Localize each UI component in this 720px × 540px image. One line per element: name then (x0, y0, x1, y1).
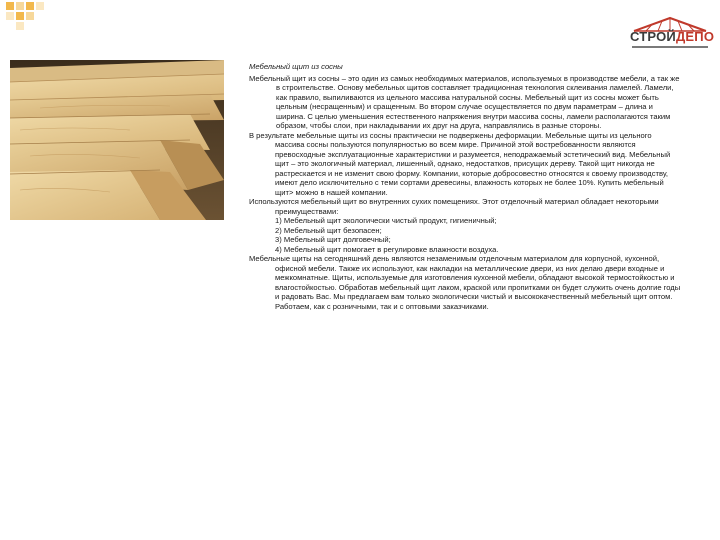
final-paragraph: Мебельные щиты на сегодняшний день являются незаменимым отделочным материалом для корпусной, кухонной, офисной мебели. Также их используют, как накладки на металлические двери, из них делаю двери входные и межкомнатные. Щиты, используемые для изготовления кухонной мебели, обладают высокой термостойкостью и влагостойкостью. Обработав мебельный щит лаком, краской или пропитками он будет служить очень долгие годы и радовать Вас. Мы предлагаем вам только экологически чистый и высококачественный мебельный щит оптом. Работаем, как с розничными, так и с оптовыми заказчиками. (249, 254, 681, 311)
advantages-list (249, 216, 681, 254)
company-logo (626, 16, 714, 50)
paragraph-1: Мебельный щит из сосны – это один из самых необходимых материалов, используемых в производстве мебели, а так же в строительстве. Основу мебельных щитов составляет традиционная технология склеивания ламелей. Ламели, как правило, выпиливаются из цельного массива натуральной сосны. Мебельный щит из сосны может быть цельным (несращенным) и сращенным. Во втором случае осуществляется по двум параметрам – длина и ширина. С целью уменьшения естественного напряжения внутри массива сосны, ламели располагаются таким образом, чтобы слои, при накладывании их друг на друга, направлялись в разные стороны. (249, 73, 680, 130)
article-title: Мебельный щит из сосны (249, 62, 343, 71)
corner-decoration (0, 0, 60, 30)
logo-part2: ДЕПО (675, 29, 715, 44)
list-item: 3) Мебельный щит долговечный; (275, 235, 391, 244)
paragraph-2: В результате мебельные щиты из сосны практически не подвержены деформации. Мебельные щиты из цельного массива сосны пользуются популярностью во всем мире. Причиной этой востребованности являются превосходные эксплуатационные характеристики и разумеется, неподражаемый эстетический вид. Мебельный щит – это экологичный материал, лишенный, однако, недостатков, присущих дереву. Такой щит никогда не растрескается и не изменит свою форму. Компании, которые добросовестно относятся к своему производству, имеют дело исключительно с теми сортами древесины, влажность которых не более 10%. Купить мебельный щит> можно в нашей компании. (249, 130, 671, 197)
article-body (249, 62, 681, 311)
logo-underline (632, 46, 708, 48)
paragraph-3: Используются мебельный щит во внутренних сухих помещениях. Этот отделочный материал обладает некоторыми преимуществами: (249, 197, 659, 216)
logo-wordmark (630, 30, 714, 44)
list-item: 4) Мебельный щит помогает в регулировке влажности воздуха. (275, 244, 499, 254)
pine-boards-photo (10, 60, 224, 220)
list-item: 1) Мебельный щит экологически чистый продукт, гигиеничный; (275, 216, 497, 225)
logo-part1: СТРОЙ (630, 29, 676, 44)
list-item: 2) Мебельный щит безопасен; (275, 225, 382, 235)
